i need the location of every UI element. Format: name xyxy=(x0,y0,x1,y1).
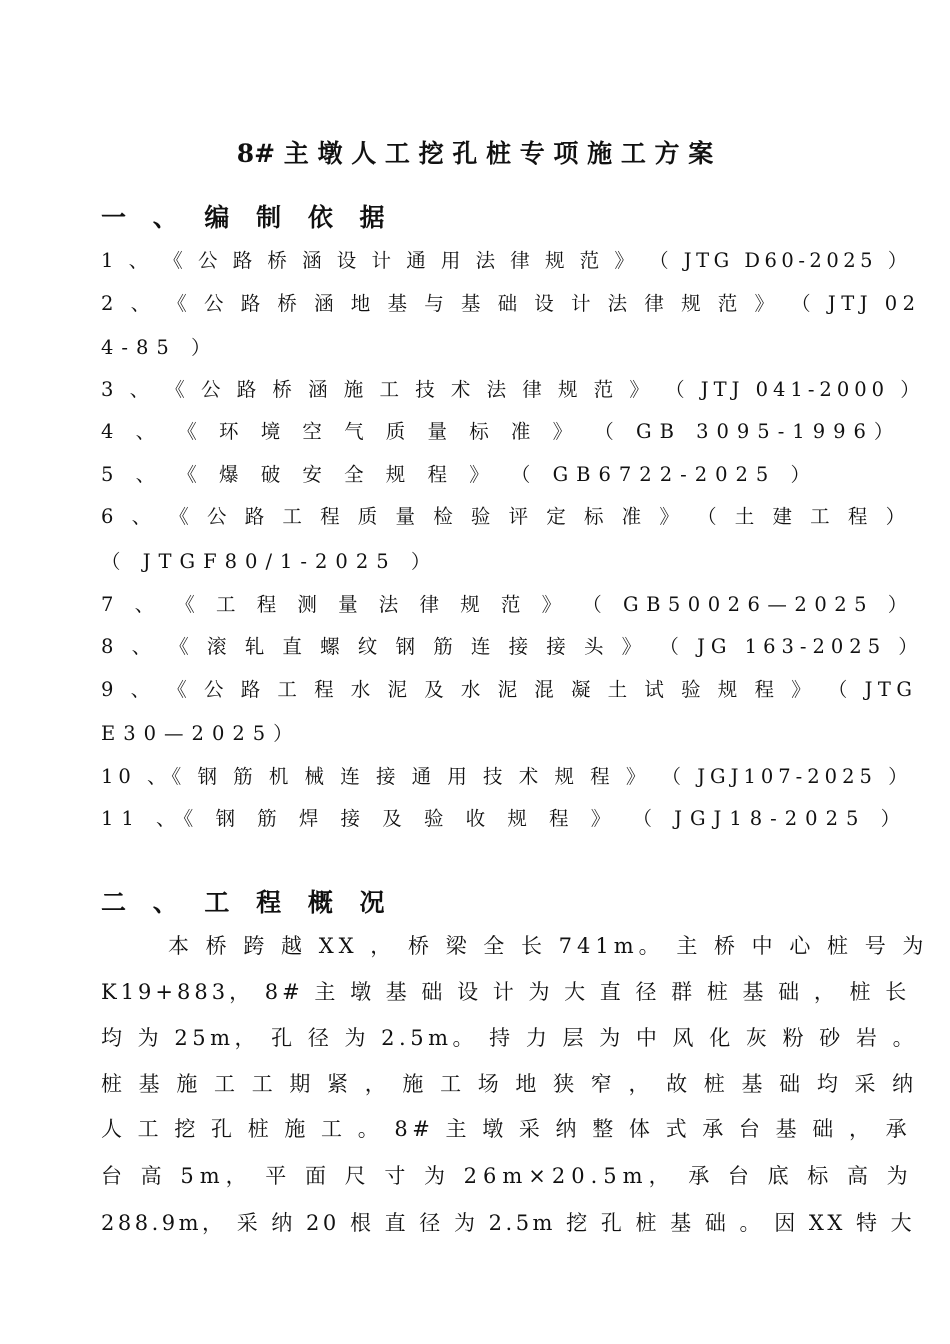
reference-line-6-cont: （ JTGF80/1-2025 ） xyxy=(101,550,439,573)
reference-line-11: 11 、《 钢 筋 焊 接 及 验 收 规 程 》 （ JGJ18-2025 ） xyxy=(101,807,909,830)
paragraph-line-1: 本 桥 跨 越 XX ， 桥 梁 全 长 741m。 主 桥 中 心 桩 号 为 xyxy=(168,934,929,958)
paragraph-line-3: 均 为 25m， 孔 径 为 2.5m。 持 力 层 为 中 风 化 灰 粉 砂 岩 。 xyxy=(101,1026,919,1050)
reference-line-4: 4 、 《 环 境 空 气 质 量 标 准 》 （ GB 3095-1996） xyxy=(101,420,902,443)
reference-line-9-cont: E30—2025） xyxy=(101,722,301,745)
paragraph-line-2: K19+883， 8# 主 墩 基 础 设 计 为 大 直 径 群 桩 基 础 ， 桩 长 xyxy=(101,980,911,1004)
reference-line-1: 1 、 《 公 路 桥 涵 设 计 通 用 法 律 规 范 》 （ JTG D60-2025 ） xyxy=(101,249,912,272)
reference-line-2: 2 、 《 公 路 桥 涵 地 基 与 基 础 设 计 法 律 规 范 》 （ JTJ 02 xyxy=(101,292,921,315)
reference-line-9: 9 、 《 公 路 工 程 水 泥 及 水 泥 混 凝 土 试 验 规 程 》 （ JTG xyxy=(101,678,918,701)
reference-line-7: 7 、 《 工 程 测 量 法 律 规 范 》 （ GB50026—2025 ） xyxy=(101,593,915,616)
paragraph-line-7: 288.9m， 采 纳 20 根 直 径 为 2.5m 挖 孔 桩 基 础 。 因 XX 特 大 xyxy=(101,1211,916,1235)
document-title: 8# 主 墩 人 工 挖 孔 桩 专 项 施 工 方 案 xyxy=(236,139,714,168)
reference-line-10: 10 、《 钢 筋 机 械 连 接 通 用 技 术 规 程 》 （ JGJ107-2025 ） xyxy=(101,765,913,788)
reference-line-2-cont: 4-85 ） xyxy=(101,336,219,359)
paragraph-line-4: 桩 基 施 工 工 期 紧 ， 施 工 场 地 狭 窄 ， 故 桩 基 础 均 采 纳 xyxy=(101,1072,919,1096)
section-heading-basis: 一 、 编 制 依 据 xyxy=(101,203,394,232)
reference-line-5: 5 、 《 爆 破 安 全 规 程 》 （ GB6722-2025 ） xyxy=(101,463,819,486)
paragraph-line-5: 人 工 挖 孔 桩 施 工 。 8# 主 墩 采 纳 整 体 式 承 台 基 础 ， 承 xyxy=(101,1117,912,1141)
paragraph-line-6: 台 高 5m， 平 面 尺 寸 为 26m×20.5m， 承 台 底 标 高 为 xyxy=(101,1164,914,1188)
reference-line-6: 6 、 《 公 路 工 程 质 量 检 验 评 定 标 准 》 （ 土 建 工 程 ） xyxy=(101,505,912,528)
reference-line-8: 8 、 《 滚 轧 直 螺 纹 钢 筋 连 接 接 头 》 （ JG 163-2025 ） xyxy=(101,635,924,658)
section-heading-overview: 二 、 工 程 概 况 xyxy=(101,888,394,917)
reference-line-3: 3 、 《 公 路 桥 涵 施 工 技 术 法 律 规 范 》 （ JTJ 041-2000 ） xyxy=(101,378,925,401)
